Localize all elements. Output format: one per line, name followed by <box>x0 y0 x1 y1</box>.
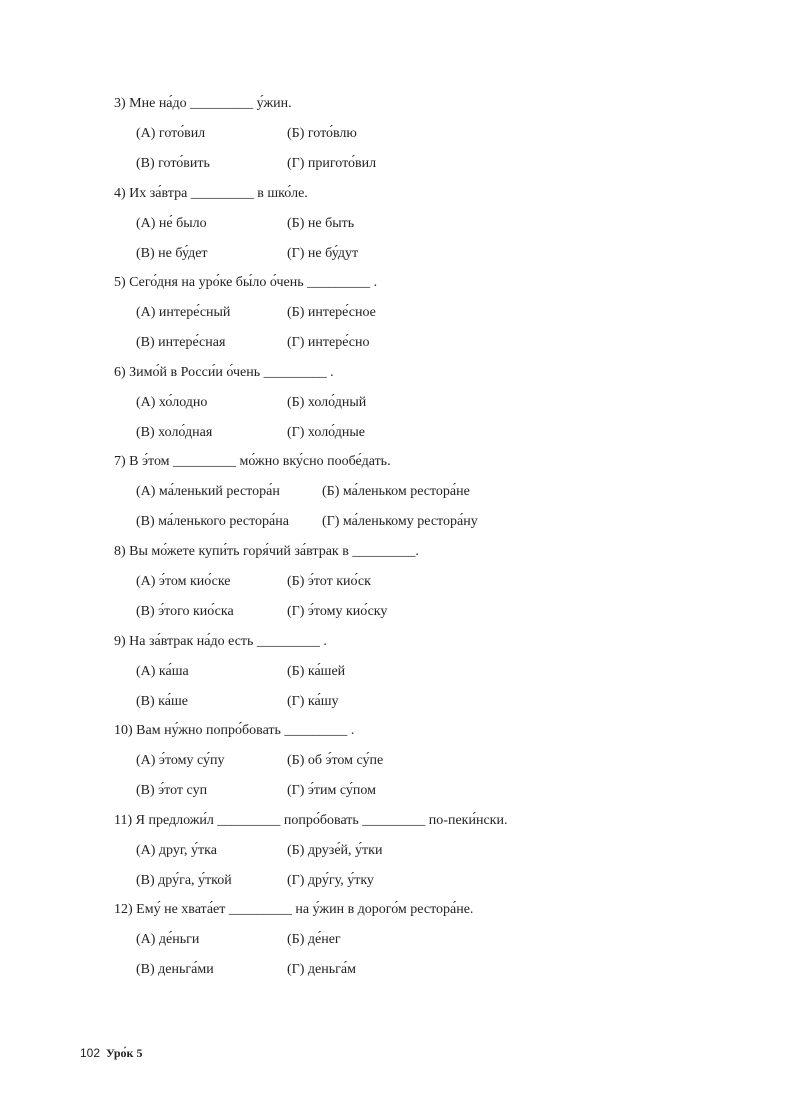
answer-option-a: (А) не́ было <box>136 215 207 231</box>
answer-option-b: (Б) холо́дный <box>287 394 367 410</box>
question-stem: 12) Ему́ не хвата́ет _________ на у́жин в дорого́м рестора́не. <box>114 902 474 918</box>
question-stem: 4) Их за́втра _________ в шко́ле. <box>114 185 308 201</box>
answer-option-b: (Б) э́тот кио́ск <box>287 574 371 589</box>
answer-option-d: (Г) не бу́дут <box>287 245 359 261</box>
answer-option-a: (А) гото́вил <box>136 126 206 141</box>
answer-option-d: (Г) интере́сно <box>287 335 370 351</box>
answer-option-a: (А) э́том кио́ске <box>136 574 231 589</box>
answer-option-c: (В) деньга́ми <box>136 962 214 978</box>
answer-option-a: (А) ка́ша <box>136 663 189 679</box>
question-stem: 5) Сего́дня на уро́ке бы́ло о́чень _________ . <box>114 275 378 291</box>
answer-option-a: (А) ма́ленький рестора́н <box>136 484 280 500</box>
answer-option-c: (В) интере́сная <box>136 335 226 351</box>
answer-option-d: (Г) ка́шу <box>287 693 339 709</box>
answer-option-a: (А) де́ньги <box>136 932 200 948</box>
lesson-label: Уро́к 5 <box>106 1046 143 1060</box>
answer-option-b: (Б) ма́леньком рестора́не <box>322 484 470 500</box>
page-number: 102 <box>80 1046 101 1060</box>
answer-option-d: (Г) пригото́вил <box>287 156 377 171</box>
answer-option-c: (В) холо́дная <box>136 424 213 440</box>
answer-option-d: (Г) э́тому кио́ску <box>287 604 388 619</box>
answer-option-c: (В) ка́ше <box>136 693 188 709</box>
answer-option-a: (А) э́тому су́пу <box>136 753 225 769</box>
answer-option-d: (Г) дру́гу, у́тку <box>287 872 374 888</box>
question-stem: 10) Вам ну́жно попро́бовать _________ . <box>114 723 355 739</box>
question-stem: 11) Я предложи́л _________ попро́бовать _________ по-пеки́нски. <box>114 812 508 828</box>
question-stem: 7) В э́том _________ мо́жно вку́сно пообе́дать. <box>114 454 391 470</box>
answer-option-c: (В) э́тот суп <box>136 783 208 799</box>
answer-option-b: (Б) об э́том су́пе <box>287 753 384 769</box>
answer-option-d: (Г) э́тим су́пом <box>287 783 377 799</box>
answer-option-c: (В) не бу́дет <box>136 245 208 261</box>
answer-option-c: (В) э́того кио́ска <box>136 604 234 619</box>
answer-option-b: (Б) друзе́й, у́тки <box>287 842 383 858</box>
answer-option-c: (В) дру́га, у́ткой <box>136 872 232 888</box>
answer-option-d: (Г) деньга́м <box>287 962 356 978</box>
question-stem: 9) На за́втрак на́до есть _________ . <box>114 633 327 649</box>
answer-option-c: (В) ма́ленького рестора́на <box>136 514 289 530</box>
question-stem: 6) Зимо́й в Росси́и о́чень _________ . <box>114 364 334 380</box>
answer-option-d: (Г) холо́дные <box>287 424 366 440</box>
answer-option-b: (Б) гото́влю <box>287 126 357 141</box>
answer-option-b: (Б) интере́сное <box>287 305 376 321</box>
answer-option-b: (Б) ка́шей <box>287 663 346 679</box>
question-stem: 3) Мне на́до _________ у́жин. <box>114 96 292 111</box>
question-stem: 8) Вы мо́жете купи́ть горя́чий за́втрак в _________. <box>114 544 419 559</box>
answer-option-d: (Г) ма́ленькому рестора́ну <box>322 514 478 530</box>
page-footer <box>80 1046 142 1061</box>
answer-option-b: (Б) де́нег <box>287 932 341 948</box>
answer-option-a: (А) друг, у́тка <box>136 842 217 858</box>
answer-option-c: (В) гото́вить <box>136 156 210 171</box>
answer-option-a: (А) хо́лодно <box>136 394 208 410</box>
answer-option-b: (Б) не быть <box>287 215 355 231</box>
answer-option-a: (А) интере́сный <box>136 305 231 321</box>
